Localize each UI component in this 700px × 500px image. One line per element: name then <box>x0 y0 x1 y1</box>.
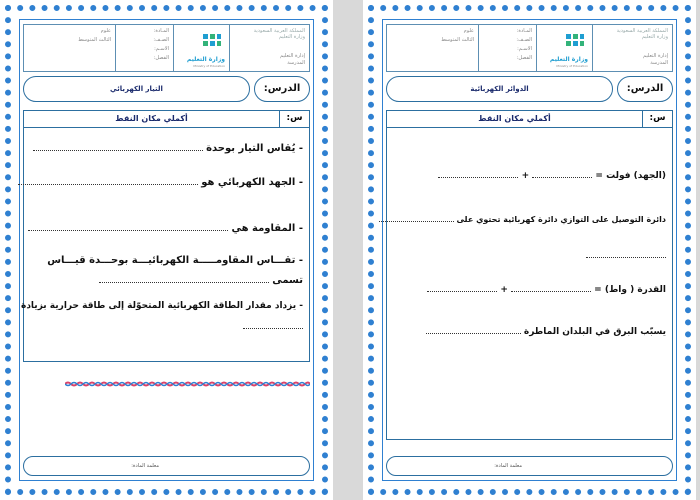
logo-subtext: Ministry of Education <box>193 64 225 68</box>
answer-blank[interactable] <box>99 278 269 283</box>
admin-label: إدارة التعليم <box>280 53 305 59</box>
decorative-border <box>5 5 328 495</box>
logo-block <box>536 25 592 71</box>
class-label: الفصل: <box>153 55 169 61</box>
answer-blank[interactable] <box>532 173 592 178</box>
question-line: يسبّب البرق في البلدان الماطرة <box>393 327 666 337</box>
lesson-row <box>23 76 310 102</box>
ministry-line-2: وزارة التعليم <box>641 34 668 40</box>
question-box <box>23 110 310 362</box>
answer-blank[interactable] <box>33 146 203 151</box>
question-title: أكملي مكان النقط <box>478 114 551 123</box>
name-label: الاسـم: <box>517 46 532 52</box>
teacher-label: معلمة المادة: <box>131 463 159 469</box>
ministry-block <box>592 25 672 71</box>
grade-value: الثالث المتوسط <box>441 37 474 43</box>
answer-blank[interactable] <box>586 253 666 258</box>
page-footer <box>23 456 310 476</box>
answer-blank[interactable] <box>18 180 198 185</box>
question-label: س: <box>279 111 309 127</box>
question-line <box>393 251 666 260</box>
page-footer <box>386 456 673 476</box>
question-line: - الجهد الكهربائي هو <box>30 177 303 188</box>
answer-blank[interactable] <box>427 287 497 292</box>
question-header <box>387 111 672 128</box>
logo-subtext: Ministry of Education <box>556 64 588 68</box>
field-labels <box>478 25 536 71</box>
page-content <box>19 19 314 481</box>
logo-text: وزارة التعليم <box>549 56 588 63</box>
question-line: تسمى <box>30 275 303 286</box>
answer-blank[interactable] <box>379 217 454 222</box>
logo-text: وزارة التعليم <box>186 56 225 63</box>
page-header <box>23 24 310 72</box>
answer-blank[interactable] <box>28 226 228 231</box>
lesson-label: الدرس: <box>617 76 673 102</box>
field-values <box>387 25 478 71</box>
lesson-label: الدرس: <box>254 76 310 102</box>
question-header <box>24 111 309 128</box>
question-line: - يزداد مقدار الطاقة الكهربائية المتحوّلة إلى طاقة حرارية بزيادة <box>21 301 303 311</box>
ministry-line-1: المملكة العربية السعودية <box>616 28 668 34</box>
question-box <box>386 110 673 440</box>
decorative-border <box>368 5 691 495</box>
teacher-label: معلمة المادة: <box>494 463 522 469</box>
subject-value: علوم <box>463 28 474 34</box>
worksheet-page-right <box>363 0 696 500</box>
ministry-block <box>229 25 309 71</box>
wavy-divider <box>65 381 310 387</box>
field-values <box>24 25 115 71</box>
question-title: أكملي مكان النقط <box>115 114 188 123</box>
lesson-title: التيار الكهربائي <box>23 76 250 102</box>
question-label: س: <box>642 111 672 127</box>
subject-label: المـادة: <box>153 28 169 34</box>
class-label: الفصل: <box>516 55 532 61</box>
subject-value: علوم <box>100 28 111 34</box>
name-label: الاسـم: <box>154 46 169 52</box>
answer-blank[interactable] <box>438 173 518 178</box>
answer-blank[interactable] <box>511 287 591 292</box>
question-line: دائرة التوصيل على التوازي دائرة كهربائية تحتوي على <box>393 215 666 224</box>
ministry-line-1: المملكة العربية السعودية <box>253 28 305 34</box>
field-labels <box>115 25 173 71</box>
question-line: (الجهد) فولت = + <box>393 171 666 181</box>
lesson-row <box>386 76 673 102</box>
question-line: القدرة ( واط) = + <box>393 285 666 295</box>
answer-blank[interactable] <box>426 329 521 334</box>
answer-blank[interactable] <box>243 324 303 329</box>
page-header <box>386 24 673 72</box>
lesson-title: الدوائر الكهربائية <box>386 76 613 102</box>
question-line <box>30 321 303 332</box>
ministry-logo-icon <box>564 32 586 52</box>
grade-label: الصـف: <box>153 37 169 43</box>
question-line: - المقاومة هي <box>30 223 303 234</box>
ministry-line-2: وزارة التعليم <box>278 34 305 40</box>
question-line: - تقـــاس المقاومـــــة الكهربائيـــة بوحـــدة قيـــاس <box>47 255 303 266</box>
worksheet-page-left <box>0 0 333 500</box>
ministry-logo-icon <box>201 32 223 52</box>
school-label: المدرسة <box>287 60 305 66</box>
page-content <box>382 19 677 481</box>
logo-block <box>173 25 229 71</box>
grade-value: الثالث المتوسط <box>78 37 111 43</box>
subject-label: المـادة: <box>516 28 532 34</box>
question-line: - يُقاس التيار بوحدة <box>30 143 303 154</box>
admin-label: إدارة التعليم <box>643 53 668 59</box>
school-label: المدرسة <box>650 60 668 66</box>
grade-label: الصـف: <box>516 37 532 43</box>
